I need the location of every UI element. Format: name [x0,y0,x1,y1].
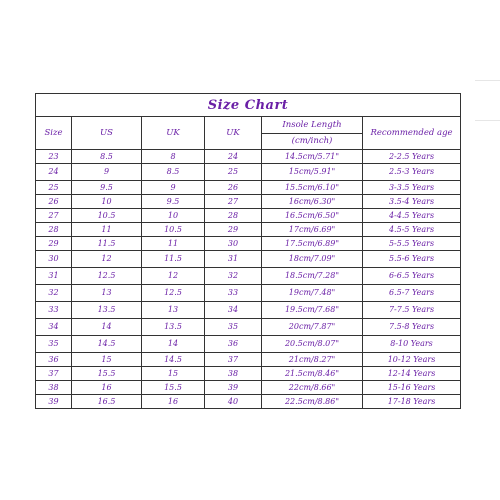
table-row [36,195,461,209]
age-cell: 12-14 Years [363,367,461,381]
size-cell: 37 [36,367,72,381]
table-row [36,181,461,195]
uk-2-cell: 35 [205,319,262,336]
age-cell: 17-18 Years [363,395,461,409]
uk-2-cell: 34 [205,302,262,319]
us-cell: 16.5 [72,395,142,409]
size-cell: 30 [36,251,72,268]
uk-cell: 15 [142,367,205,381]
us-cell: 10.5 [72,209,142,223]
size-cell: 26 [36,195,72,209]
size-chart-body [36,150,461,409]
age-cell: 2-2.5 Years [363,150,461,164]
table-row [36,251,461,268]
uk-2-cell: 37 [205,353,262,367]
age-cell: 7-7.5 Years [363,302,461,319]
uk-2-cell: 27 [205,195,262,209]
uk-cell: 11 [142,237,205,251]
insole-cell: 16cm/6.30" [262,195,363,209]
age-cell: 6-6.5 Years [363,268,461,285]
uk-2-cell: 36 [205,336,262,353]
us-cell: 14.5 [72,336,142,353]
table-row [36,367,461,381]
uk-2-cell: 38 [205,367,262,381]
table-row [36,381,461,395]
header-size: Size [36,117,72,150]
uk-2-cell: 32 [205,268,262,285]
insole-cell: 20cm/7.87" [262,319,363,336]
header-insole-length: Insole Length [262,117,363,134]
chart-title: Size Chart [36,94,461,117]
uk-2-cell: 39 [205,381,262,395]
table-row [36,302,461,319]
insole-cell: 14.5cm/5.71" [262,150,363,164]
size-cell: 28 [36,223,72,237]
us-cell: 10 [72,195,142,209]
size-cell: 34 [36,319,72,336]
uk-cell: 14.5 [142,353,205,367]
age-cell: 2.5-3 Years [363,164,461,181]
age-cell: 8-10 Years [363,336,461,353]
size-cell: 29 [36,237,72,251]
table-row [36,223,461,237]
us-cell: 12 [72,251,142,268]
uk-2-cell: 31 [205,251,262,268]
size-cell: 36 [36,353,72,367]
uk-cell: 15.5 [142,381,205,395]
insole-cell: 15cm/5.91" [262,164,363,181]
insole-cell: 21.5cm/8.46" [262,367,363,381]
edge-line [475,120,500,121]
uk-cell: 16 [142,395,205,409]
age-cell: 15-16 Years [363,381,461,395]
us-cell: 8.5 [72,150,142,164]
insole-cell: 15.5cm/6.10" [262,181,363,195]
size-cell: 27 [36,209,72,223]
uk-cell: 13.5 [142,319,205,336]
insole-cell: 21cm/8.27" [262,353,363,367]
us-cell: 11 [72,223,142,237]
table-row [36,319,461,336]
table-row [36,164,461,181]
uk-cell: 10.5 [142,223,205,237]
size-cell: 35 [36,336,72,353]
insole-cell: 20.5cm/8.07" [262,336,363,353]
uk-cell: 11.5 [142,251,205,268]
insole-cell: 18cm/7.09" [262,251,363,268]
us-cell: 14 [72,319,142,336]
table-row [36,395,461,409]
us-cell: 13 [72,285,142,302]
uk-2-cell: 26 [205,181,262,195]
header-uk: UK [142,117,205,150]
insole-cell: 17cm/6.69" [262,223,363,237]
table-row [36,237,461,251]
uk-cell: 12 [142,268,205,285]
uk-cell: 14 [142,336,205,353]
age-cell: 10-12 Years [363,353,461,367]
uk-cell: 9 [142,181,205,195]
size-cell: 23 [36,150,72,164]
size-cell: 24 [36,164,72,181]
uk-2-cell: 29 [205,223,262,237]
size-cell: 39 [36,395,72,409]
header-us: US [72,117,142,150]
insole-cell: 22.5cm/8.86" [262,395,363,409]
uk-2-cell: 28 [205,209,262,223]
insole-cell: 22cm/8.66" [262,381,363,395]
uk-2-cell: 33 [205,285,262,302]
uk-cell: 10 [142,209,205,223]
us-cell: 11.5 [72,237,142,251]
uk-cell: 8 [142,150,205,164]
age-cell: 7.5-8 Years [363,319,461,336]
uk-cell: 12.5 [142,285,205,302]
insole-cell: 16.5cm/6.50" [262,209,363,223]
insole-cell: 19cm/7.48" [262,285,363,302]
size-cell: 33 [36,302,72,319]
header-recommended-age: Recommended age [363,117,461,150]
us-cell: 15 [72,353,142,367]
age-cell: 5-5.5 Years [363,237,461,251]
uk-2-cell: 24 [205,150,262,164]
header-uk-2: UK [205,117,262,150]
insole-cell: 18.5cm/7.28" [262,268,363,285]
size-chart-table [35,93,461,409]
table-row [36,336,461,353]
size-cell: 32 [36,285,72,302]
table-row [36,353,461,367]
uk-2-cell: 25 [205,164,262,181]
uk-cell: 8.5 [142,164,205,181]
us-cell: 9.5 [72,181,142,195]
table-row [36,285,461,302]
age-cell: 6.5-7 Years [363,285,461,302]
age-cell: 5.5-6 Years [363,251,461,268]
age-cell: 4.5-5 Years [363,223,461,237]
uk-2-cell: 30 [205,237,262,251]
table-row [36,209,461,223]
age-cell: 4-4.5 Years [363,209,461,223]
table-row [36,268,461,285]
uk-2-cell: 40 [205,395,262,409]
header-insole-unit: (cm/inch) [262,134,363,150]
size-cell: 25 [36,181,72,195]
us-cell: 13.5 [72,302,142,319]
us-cell: 16 [72,381,142,395]
us-cell: 12.5 [72,268,142,285]
us-cell: 15.5 [72,367,142,381]
uk-cell: 9.5 [142,195,205,209]
insole-cell: 17.5cm/6.89" [262,237,363,251]
size-cell: 31 [36,268,72,285]
age-cell: 3.5-4 Years [363,195,461,209]
table-row [36,150,461,164]
edge-line [475,80,500,81]
age-cell: 3-3.5 Years [363,181,461,195]
us-cell: 9 [72,164,142,181]
insole-cell: 19.5cm/7.68" [262,302,363,319]
size-cell: 38 [36,381,72,395]
uk-cell: 13 [142,302,205,319]
